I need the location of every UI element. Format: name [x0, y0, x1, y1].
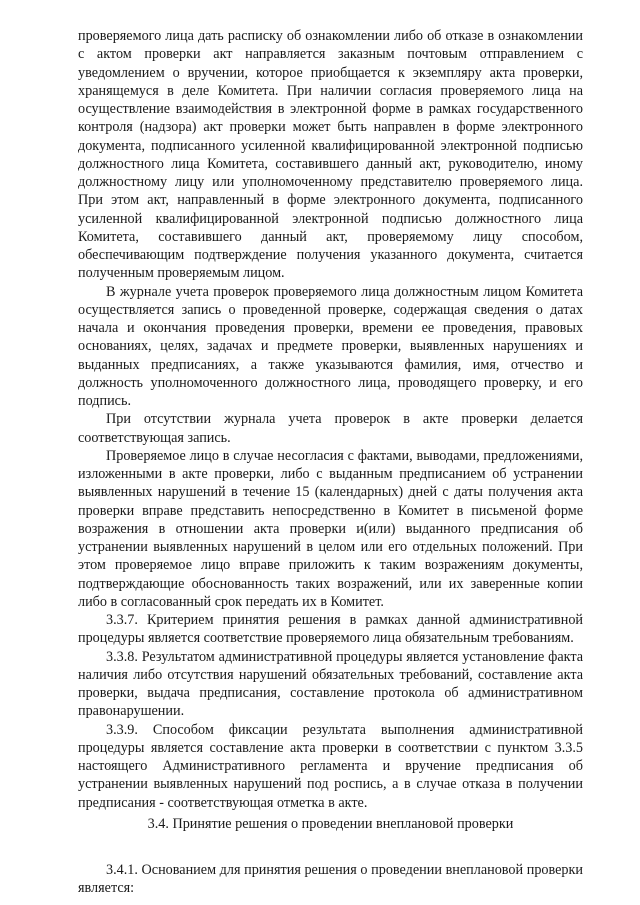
paragraph-objections: Проверяемое лицо в случае несогласия с фактами, выводами, предложениями, изложенными в акте проверки, либо с выданным предписанием об устранении выявленных нарушений в течение 15 (календарных) дней с даты получения акта проверки вправе представить непосредственно в Комитет в письменой форме возражения в отношении акта проверки и(или) выданного предписания об устранении выявленных нарушений в целом или его отдельных положений. При этом проверяемое лицо вправе приложить к таким возражениям документы, подтверждающие обоснованность таких возражений, или их заверенные копии либо в согласованный срок передать их в Комитет. — [78, 447, 583, 610]
paragraph-3-4-1: 3.4.1. Основанием для принятия решения о проведении внеплановой проверки является: — [78, 862, 583, 897]
document-body — [78, 27, 583, 898]
paragraph-3-3-8: 3.3.8. Результатом административной процедуры является установление факта наличия либо отсутствия нарушений обязательных требований, составление акта проверки, выдача предписания, составление протокола об административном правонарушении. — [78, 648, 583, 720]
paragraph-3-3-9: 3.3.9. Способом фиксации результата выполнения административной процедуры является составление акта проверки в соответствии с пунктом 3.3.5 настоящего Административного регламента и вручение предписания об устранении выявленных нарушений под роспись, а в случае отказа в получении предписания - соответствующая отметка в акте. — [78, 721, 583, 811]
paragraph-act-delivery: проверяемого лица дать расписку об ознакомлении либо об отказе в ознакомлении с актом проверки акт направляется заказным почтовым отправлением с уведомлением о вручении, которое приобщается к экземпляру акта проверки, хранящемуся в деле Комитета. При наличии согласия проверяемого лица на осуществление взаимодействия в электронной форме в рамках государственного контроля (надзора) акт проверки может быть направлен в форме электронного документа, подписанного усиленной квалифицированной электронной подписью должностного лица Комитета, составившего данный акт, руководителю, иному должностному лицу или уполномоченному представителю проверяемого лица. При этом акт, направленный в форме электронного документа, подписанного усиленной квалифицированной электронной подписью должностного лица Комитета, составившего данный акт, проверяемому лицу способом, обеспечивающим подтверждение получения указанного документа, считается полученным проверяемым лицом. — [78, 28, 583, 282]
paragraph-3-3-7: 3.3.7. Критерием принятия решения в рамках данной административной процедуры является соответствие проверяемого лица обязательным требованиям. — [78, 612, 583, 647]
section-spacer — [78, 833, 583, 861]
paragraph-no-journal: При отсутствии журнала учета проверок в акте проверки делается соответствующая запись. — [78, 411, 583, 446]
section-heading-3-4: 3.4. Принятие решения о проведении внеплановой проверки — [147, 815, 514, 832]
paragraph-inspection-journal: В журнале учета проверок проверяемого лица должностным лицом Комитета осуществляется запись о проведенной проверке, содержащая сведения о датах начала и окончания проведения проверки, времени ее проведения, правовых основаниях, целях, задачах и предмете проверки, выявленных нарушениях и выданных предписаниях, а также указываются фамилия, имя, отчество и должность уполномоченного должностного лица, проводящего проверку, и его подпись. — [78, 283, 583, 409]
